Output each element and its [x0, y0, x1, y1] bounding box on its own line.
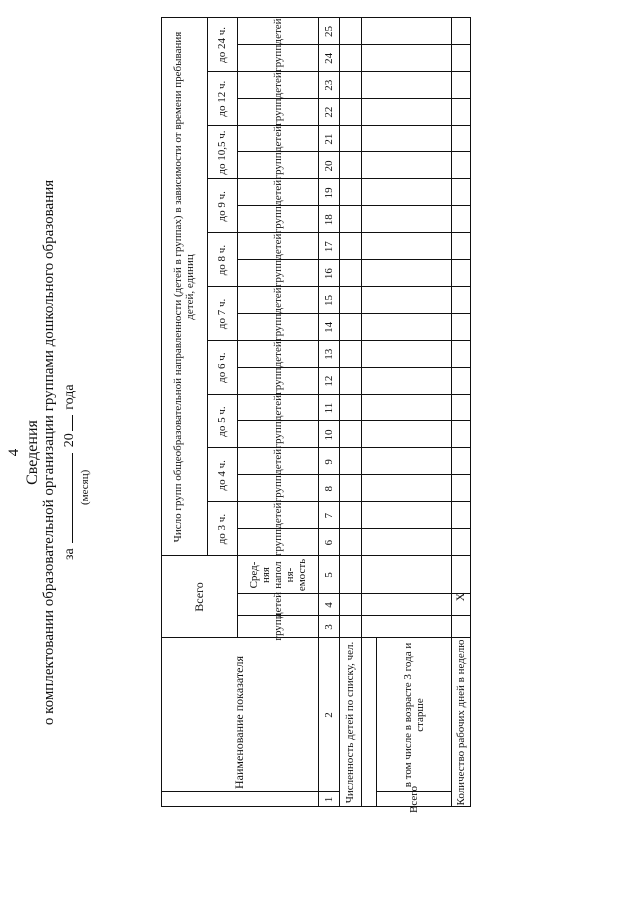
time-children-9-text: детей — [271, 72, 284, 99]
total-groups-header-text: групп — [271, 613, 284, 641]
time-children-3-text: детей — [271, 395, 284, 422]
time-groups-5 — [237, 314, 318, 341]
col-number-6 — [318, 529, 339, 556]
time-children-6 — [237, 233, 318, 260]
time-range-8-text: до 10,5 ч. — [216, 130, 228, 175]
col-number-11-text: 11 — [322, 402, 335, 414]
col-number-3-text: 3 — [322, 624, 335, 630]
col-number-15-text: 15 — [322, 294, 335, 306]
time-groups-7-text: групп — [271, 206, 284, 234]
col-number-14-text: 14 — [322, 321, 335, 333]
col-number-8-text: 8 — [322, 486, 335, 492]
col-number-16-text: 16 — [322, 268, 335, 280]
time-children-8 — [237, 126, 318, 153]
col-number-22 — [318, 99, 339, 126]
time-range-5 — [207, 287, 237, 341]
time-children-7-text: детей — [271, 179, 284, 206]
col-number-12-text: 12 — [322, 375, 335, 387]
time-groups-10-text: групп — [271, 44, 284, 72]
time-children-7 — [237, 179, 318, 206]
row-total-label-text: Всего — [407, 786, 420, 813]
period-prefix: за — [62, 548, 77, 560]
time-groups-1-text: групп — [271, 528, 284, 557]
col-number-18 — [318, 206, 339, 233]
time-groups-2-text: групп — [271, 475, 284, 503]
total-groups-header — [237, 613, 318, 641]
col-number-9 — [318, 448, 339, 475]
time-range-5-text: до 7 ч. — [216, 298, 228, 330]
col-number-20 — [318, 153, 339, 180]
col-number-16 — [318, 260, 339, 287]
time-range-7-text: до 9 ч. — [216, 191, 228, 222]
col-number-3 — [318, 616, 339, 638]
time-children-10 — [237, 18, 318, 45]
time-children-3 — [237, 395, 318, 422]
col-number-24 — [318, 45, 339, 72]
col-number-6-text: 6 — [322, 539, 335, 546]
time-range-6-text: до 8 ч. — [216, 244, 228, 276]
time-range-10 — [207, 18, 237, 72]
row-age-label-text: в том числе в возрасте 3 года и старше — [401, 642, 426, 788]
time-children-5-text: детей — [271, 287, 284, 314]
total-occupancy-header-text: Сред- няя напол ня- емость — [247, 558, 308, 592]
col-number-21-text: 21 — [322, 133, 335, 145]
col-number-19-text: 19 — [322, 187, 335, 199]
time-groups-4-text: групп — [271, 367, 284, 395]
year-blank[interactable] — [60, 415, 73, 431]
time-groups-9-text: групп — [271, 98, 284, 126]
time-groups-4 — [237, 368, 318, 395]
col-number-8 — [318, 475, 339, 502]
col-number-1-text: 1 — [322, 796, 335, 803]
workdays-x-mark-text: X — [453, 592, 467, 602]
row-headcount-label-text: Численность детей по списку, чел. — [344, 641, 356, 804]
time-children-6-text: детей — [271, 233, 284, 260]
time-range-10-text: до 24 ч. — [216, 26, 228, 63]
time-groups-6 — [237, 260, 318, 287]
time-range-8 — [207, 126, 237, 180]
time-groups-3 — [237, 422, 318, 449]
col-number-5 — [318, 556, 339, 594]
time-children-10-text: детей — [271, 18, 284, 45]
groups-by-time-header — [161, 18, 207, 556]
year-prefix: 20 — [62, 433, 77, 448]
time-groups-9 — [237, 99, 318, 126]
col-number-25-text: 25 — [322, 25, 335, 37]
time-groups-5-text: групп — [271, 313, 284, 341]
time-groups-2 — [237, 475, 318, 502]
col-number-17-text: 17 — [322, 241, 335, 253]
time-children-1-text: детей — [271, 502, 284, 529]
row-headcount-label — [339, 638, 361, 807]
time-range-1 — [207, 502, 237, 556]
page-number: 4 — [6, 448, 22, 457]
col-number-2 — [318, 638, 339, 792]
time-children-2-text: детей — [271, 448, 284, 475]
time-children-2 — [237, 448, 318, 475]
row-workdays-label-text: Количество рабочих дней в неделю — [454, 639, 467, 806]
col-number-7 — [318, 502, 339, 529]
time-range-1-text: до 3 ч. — [216, 513, 228, 545]
col-number-5-text: 5 — [322, 572, 335, 578]
col-number-12 — [318, 368, 339, 395]
time-children-8-text: детей — [271, 126, 284, 153]
period-suffix: года — [62, 384, 77, 410]
reporting-period — [60, 384, 78, 560]
col-number-18-text: 18 — [322, 214, 335, 226]
time-children-5 — [237, 287, 318, 314]
col-number-7-text: 7 — [322, 512, 335, 519]
col-number-19 — [318, 179, 339, 206]
col-number-11 — [318, 395, 339, 422]
table-h-rule — [470, 17, 471, 807]
time-groups-8 — [237, 153, 318, 180]
table-h-rule — [361, 17, 362, 807]
time-groups-3-text: групп — [271, 421, 284, 449]
col-number-23 — [318, 72, 339, 99]
form-subtitle: о комплектовании образовательной организации группами дошкольного образования — [41, 179, 57, 726]
col-number-4-text: 4 — [322, 602, 335, 608]
time-groups-10 — [237, 45, 318, 72]
col-number-25 — [318, 18, 339, 45]
col-number-23-text: 23 — [322, 79, 335, 91]
row-total-label — [376, 786, 451, 813]
time-range-3-text: до 5 ч. — [216, 406, 228, 437]
row-age-label — [376, 638, 451, 792]
time-range-4 — [207, 341, 237, 395]
col-number-10-text: 10 — [322, 429, 335, 441]
time-children-1 — [237, 502, 318, 529]
total-children-header — [237, 591, 318, 619]
row-workdays-label — [451, 638, 470, 807]
time-children-4 — [237, 341, 318, 368]
total-children-header-text: детей — [271, 591, 284, 619]
time-range-2-text: до 4 ч. — [216, 460, 228, 491]
col-number-1 — [318, 792, 339, 807]
col-number-20-text: 20 — [322, 160, 335, 172]
groups-by-time-header-text: Число групп общеобразовательной направленности (детей в группах) в зависимости от времени пребывания детей, единиц — [172, 31, 196, 543]
col-number-24-text: 24 — [322, 52, 335, 64]
col-number-17 — [318, 233, 339, 260]
col-number-13-text: 13 — [322, 348, 335, 360]
time-range-6 — [207, 233, 237, 287]
time-children-4-text: детей — [271, 341, 284, 368]
indicator-header — [161, 638, 318, 807]
time-range-2 — [207, 448, 237, 502]
col-number-9-text: 9 — [322, 459, 335, 465]
col-number-15 — [318, 287, 339, 314]
time-range-4-text: до 6 ч. — [216, 352, 228, 383]
time-range-3 — [207, 395, 237, 449]
indicator-header-text: Наименование показателя — [232, 656, 246, 789]
col-number-22-text: 22 — [322, 106, 335, 118]
col-number-2-text: 2 — [322, 712, 335, 718]
time-range-9 — [207, 72, 237, 126]
col-number-4 — [318, 594, 339, 616]
col-number-14 — [318, 314, 339, 341]
col-number-10 — [318, 422, 339, 449]
month-caption: (месяц) — [79, 469, 91, 505]
time-groups-7 — [237, 206, 318, 233]
month-blank[interactable] — [60, 453, 73, 543]
time-groups-8-text: групп — [271, 152, 284, 180]
time-range-9-text: до 12 ч. — [216, 80, 228, 117]
time-groups-6-text: групп — [271, 259, 284, 288]
time-range-7 — [207, 179, 237, 233]
workdays-x-mark — [451, 556, 470, 638]
total-occupancy-header — [237, 556, 318, 594]
time-groups-1 — [237, 529, 318, 556]
col-number-21 — [318, 126, 339, 153]
total-header-text: Всего — [191, 582, 206, 612]
col-number-13 — [318, 341, 339, 368]
form-title: Сведения — [24, 420, 41, 485]
time-children-9 — [237, 72, 318, 99]
total-header — [161, 556, 237, 638]
